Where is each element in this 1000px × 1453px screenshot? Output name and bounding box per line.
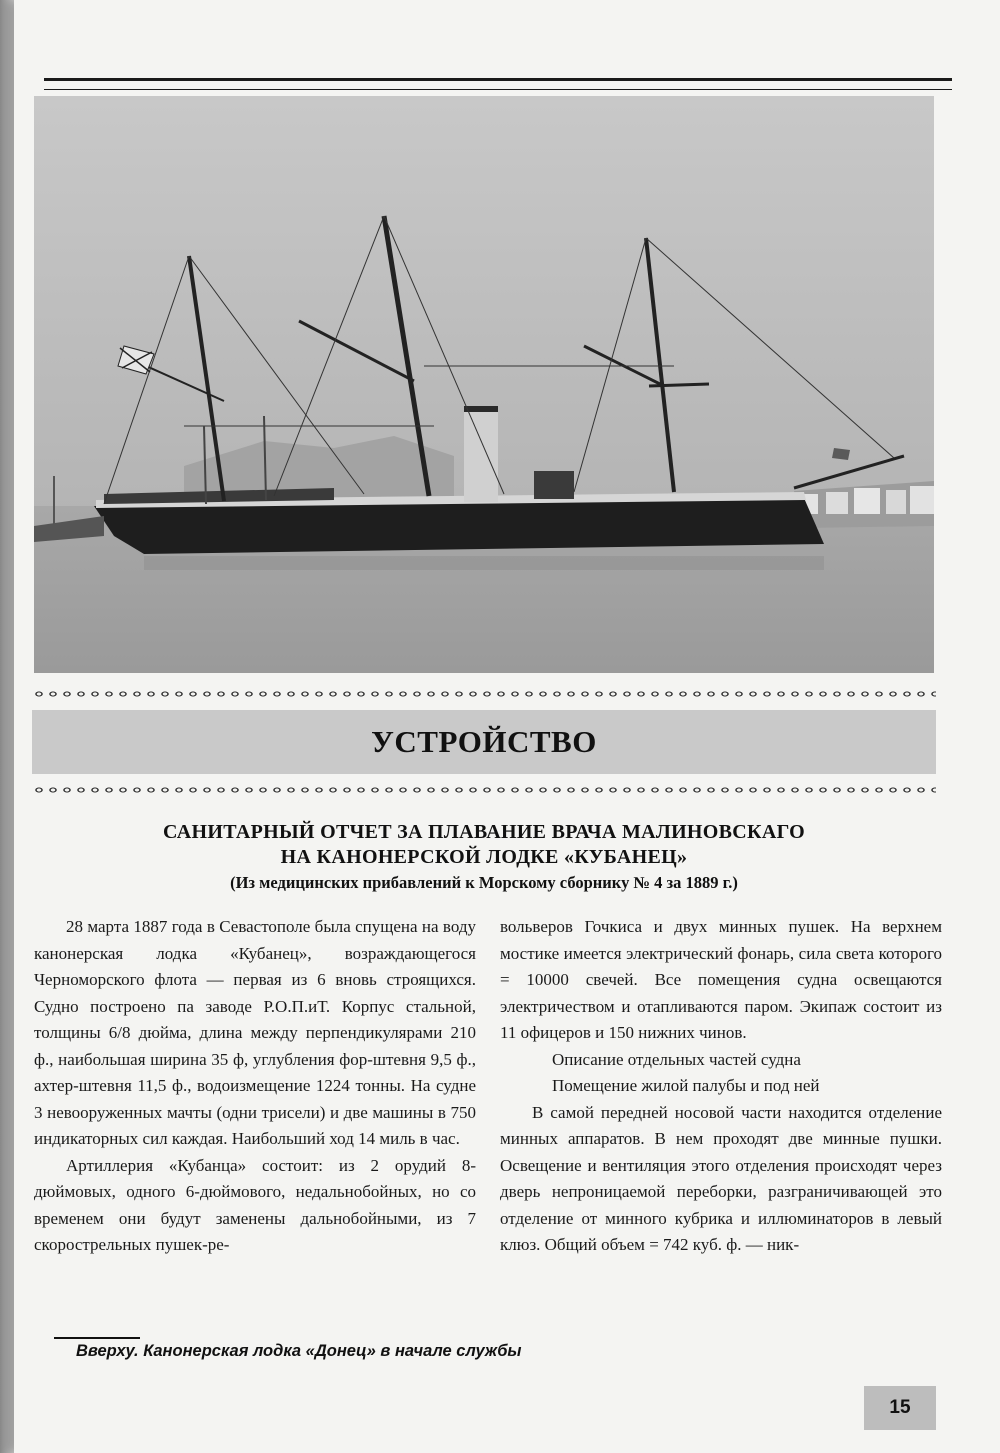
paragraph: Артиллерия «Кубанца» состоит: из 2 орудий 8-дюймовых, одного 6-дюймового, недальнобойных, но со временем они будут заменены дальнобойными, из 7 скорострельных пушек-ре- — [34, 1155, 476, 1254]
subheading: Описание отдельных частей судна — [552, 1049, 801, 1069]
section-title: УСТРОЙСТВО — [371, 724, 597, 759]
ship-photo-icon — [34, 96, 934, 673]
subheading: Помещение жилой палубы и под ней — [552, 1076, 820, 1095]
section-band — [32, 710, 936, 774]
paragraph: 28 марта 1887 года в Севастополе была спущена на воду канонерская лодка «Кубанец», возраждающегося Черноморского флота — первая из 6 вновь строящихся. Судно построено па заводе Р.О.П.иТ. Корпус стальной, толщины 6/8 дюйма, длина между перпендикулярами 210 ф., наибольшая ширина 35 ф, углубления фор-штевня 9,5 ф., ахтер-штевня 11,5 ф., водоизмещение 1224 тонны. На судне 3 невооруженных мачты (одни трисели) и две машины в 750 индикаторных сил каждая. Наибольший ход 14 миль в час. — [34, 917, 476, 1148]
paragraph: вольверов Гочкиса и двух минных пушек. На верхнем мостике имеется электрический фонарь, сила света которого = 10000 свечей. Все помещения судна освещаются электричеством и отапливаются паром. Экипаж состоит из 11 офицеров и 150 нижних чинов. — [500, 917, 942, 1042]
top-rule — [44, 78, 952, 90]
paragraph: В самой передней носовой части находится отделение минных аппаратов. В нем проходят две минные пушки. Освещение и вентиляция этого отделения происходят через дверь непроницаемой переборки, разграничивающей это отделение от минного кубрика и иллюминаторов в левый клюз. Общий объем = 742 куб. ф. — ник- — [500, 1102, 942, 1254]
article-title-line2: НА КАНОНЕРСКОЙ ЛОДКЕ «КУБАНЕЦ» — [280, 846, 688, 868]
photo-caption: Вверху. Канонерская лодка «Донец» в начале службы — [76, 1342, 522, 1360]
ship-photo — [34, 96, 934, 673]
text-column-left — [34, 914, 476, 1259]
chain-ornament-top — [32, 688, 936, 700]
article-heading — [34, 820, 934, 895]
book-gutter — [0, 0, 14, 1453]
article-subtitle: (Из медицинских прибавлений к Морскому сборнику № 4 за 1889 г.) — [230, 873, 738, 892]
caption-rule — [54, 1337, 140, 1339]
text-column-right — [500, 914, 942, 1259]
book-page — [14, 0, 1000, 1453]
article-title-line1: САНИТАРНЫЙ ОТЧЕТ ЗА ПЛАВАНИЕ ВРАЧА МАЛИНОВСКАГО — [163, 821, 805, 843]
page-number-box — [864, 1386, 936, 1430]
chain-ornament-bottom — [32, 784, 936, 796]
page-number: 15 — [889, 1397, 911, 1418]
